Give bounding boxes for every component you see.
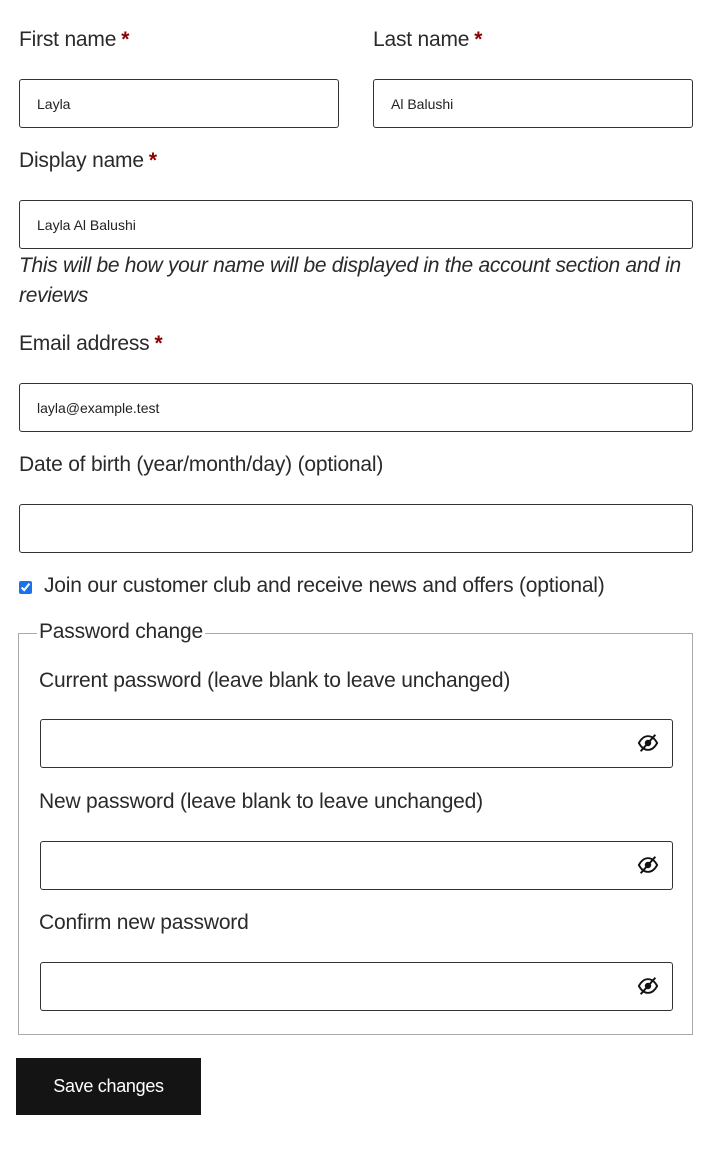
eye-slash-icon[interactable] bbox=[637, 732, 659, 754]
first-name-input[interactable] bbox=[19, 79, 339, 128]
confirm-password-input[interactable] bbox=[40, 962, 673, 1011]
required-mark: * bbox=[154, 332, 163, 355]
confirm-password-wrapper bbox=[40, 962, 673, 1011]
last-name-label-text: Last name bbox=[373, 28, 470, 51]
eye-slash-icon[interactable] bbox=[637, 854, 659, 876]
required-mark: * bbox=[474, 28, 483, 51]
last-name-label bbox=[373, 28, 482, 52]
current-password-input[interactable] bbox=[40, 719, 673, 768]
display-name-label-text: Display name bbox=[19, 149, 144, 172]
current-password-wrapper bbox=[40, 719, 673, 768]
email-label bbox=[19, 332, 162, 356]
save-changes-button[interactable]: Save changes bbox=[16, 1058, 201, 1115]
current-password-label: Current password (leave blank to leave unchanged) bbox=[39, 669, 511, 692]
new-password-label: New password (leave blank to leave unchanged) bbox=[39, 790, 483, 813]
first-name-label bbox=[19, 28, 129, 52]
confirm-password-label: Confirm new password bbox=[39, 911, 249, 934]
eye-slash-icon[interactable] bbox=[637, 975, 659, 997]
last-name-input[interactable] bbox=[373, 79, 693, 128]
display-name-label bbox=[19, 149, 157, 173]
dob-label: Date of birth (year/month/day) (optional) bbox=[19, 453, 384, 476]
newsletter-label[interactable]: Join our customer club and receive news and offers (optional) bbox=[44, 574, 605, 597]
email-label-text: Email address bbox=[19, 332, 150, 355]
dob-input[interactable] bbox=[19, 504, 693, 553]
new-password-input[interactable] bbox=[40, 841, 673, 890]
display-name-hint: This will be how your name will be displayed in the account section and in reviews bbox=[19, 254, 681, 307]
newsletter-checkbox[interactable] bbox=[19, 581, 32, 594]
new-password-wrapper bbox=[40, 841, 673, 890]
email-input[interactable] bbox=[19, 383, 693, 432]
display-name-input[interactable] bbox=[19, 200, 693, 249]
first-name-label-text: First name bbox=[19, 28, 117, 51]
required-mark: * bbox=[121, 28, 130, 51]
required-mark: * bbox=[148, 149, 157, 172]
password-change-legend: Password change bbox=[39, 620, 203, 643]
